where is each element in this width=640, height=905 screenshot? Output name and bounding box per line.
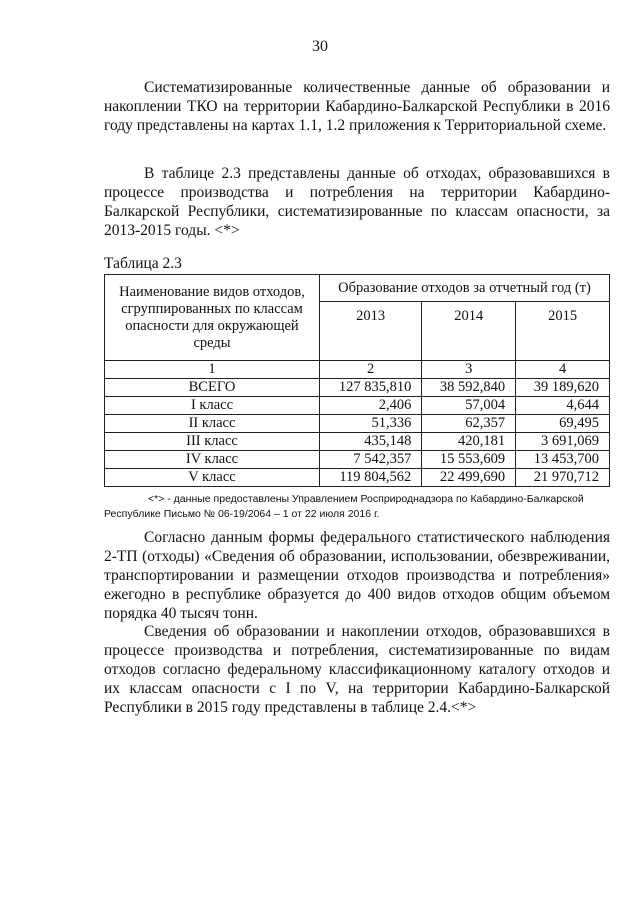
row-name: IV класс — [105, 451, 320, 469]
column-index: 2 — [320, 361, 422, 379]
cell-value: 435,148 — [320, 433, 422, 451]
paragraph-table-2-4-intro: Сведения об образовании и накоплении отходов, образовавшихся в процессе производства и потребления, систематизированные по видам отходов согласно федеральному классификационному каталогу отходов и их классам опасности с I по V, на территории Кабардино-Балкарской Республики в 2015 году представлены в таблице 2.4.<*> — [104, 623, 610, 716]
cell-value: 3 691,069 — [516, 433, 610, 451]
table-row — [105, 451, 610, 469]
table-row — [105, 379, 610, 397]
row-name: II класс — [105, 415, 320, 433]
year-header-2015: 2015 — [516, 302, 610, 361]
cell-value: 69,495 — [516, 415, 610, 433]
cell-value: 127 835,810 — [320, 379, 422, 397]
cell-value: 57,004 — [422, 397, 516, 415]
paragraph-msw-summary: Систематизированные количественные данные об образовании и накоплении ТКО на территории Кабардино-Балкарской Республики в 2016 году представлены на картах 1.1, 1.2 приложения к Территориальной схеме. — [104, 79, 610, 134]
row-name: I класс — [105, 397, 320, 415]
year-header-2013: 2013 — [320, 302, 422, 361]
table-row — [105, 433, 610, 451]
cell-value: 39 189,620 — [516, 379, 610, 397]
table-row — [105, 397, 610, 415]
cell-value: 62,357 — [422, 415, 516, 433]
table-header-row — [105, 275, 610, 302]
column-index: 3 — [422, 361, 516, 379]
cell-value: 15 553,609 — [422, 451, 516, 469]
page-number: 30 — [312, 38, 328, 55]
waste-generation-group-header: Образование отходов за отчетный год (т) — [320, 275, 610, 302]
cell-value: 21 970,712 — [516, 469, 610, 487]
row-name: III класс — [105, 433, 320, 451]
cell-value: 2,406 — [320, 397, 422, 415]
cell-value: 38 592,840 — [422, 379, 516, 397]
paragraph-table-intro: В таблице 2.3 представлены данные об отходах, образовавшихся в процессе производства и потребления на территории Кабардино-Балкарской Республики, систематизированные по классам опасности, за 2013-2015 годы. <*> — [104, 165, 610, 239]
column-index: 1 — [105, 361, 320, 379]
table-row — [105, 469, 610, 487]
table-footnote: <*> - данные предоставлены Управлением Росприроднадзора по Кабардино-Балкарской Республике Письмо № 06-19/2064 – 1 от 22 июля 2016 г. — [104, 493, 584, 520]
cell-value: 119 804,562 — [320, 469, 422, 487]
cell-value: 51,336 — [320, 415, 422, 433]
cell-value: 4,644 — [516, 397, 610, 415]
column-index-row — [105, 361, 610, 379]
year-header-2014: 2014 — [422, 302, 516, 361]
name-column-header: Наименование видов отходов, сгруппированных по классам опасности для окружающей среды — [105, 275, 320, 361]
cell-value: 22 499,690 — [422, 469, 516, 487]
paragraph-2tp-form: Согласно данным формы федерального статистического наблюдения 2-ТП (отходы) «Сведения об образовании, использовании, обезвреживании, транспортировании и размещении отходов производства и потребления» ежегодно в республике образуется до 400 видов отходов общим объемом порядка 40 тысяч тонн. — [104, 529, 610, 622]
cell-value: 7 542,357 — [320, 451, 422, 469]
row-name: ВСЕГО — [105, 379, 320, 397]
table-caption: Таблица 2.3 — [104, 255, 182, 272]
table-row — [105, 415, 610, 433]
row-name: V класс — [105, 469, 320, 487]
cell-value: 13 453,700 — [516, 451, 610, 469]
column-index: 4 — [516, 361, 610, 379]
cell-value: 420,181 — [422, 433, 516, 451]
waste-by-hazard-class-table — [104, 274, 610, 487]
